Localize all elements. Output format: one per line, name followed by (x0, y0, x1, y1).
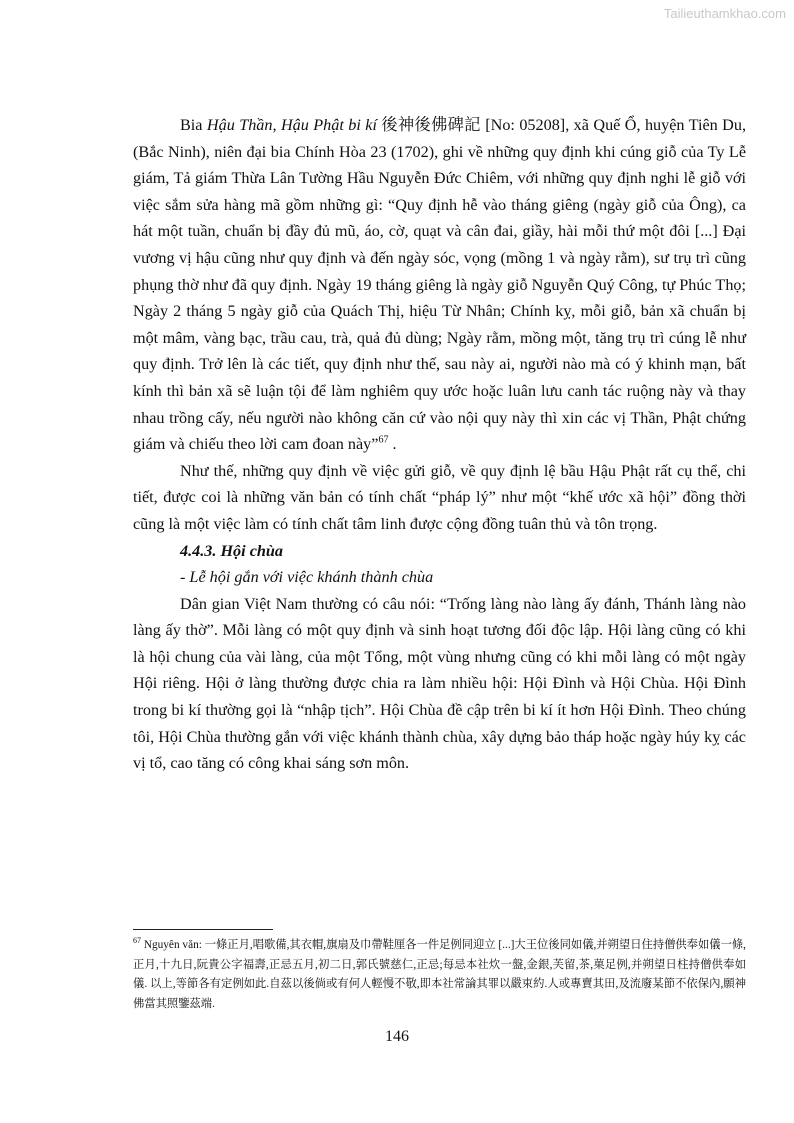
footnote-text: Nguyên văn: 一條正月,唱歌備,其衣帽,旗扇及巾帶鞋厘各一件足例同迎立 [...]大王位後同如儀,并朔望日住持僧供奉如儀一條,正月,十九日,阮貴公字福壽,正忌五月,初二日,郭氏號慈仁,正忌;每忌本社炊一盤,金銀,芙留,茶,菓足例,并朔望日柱持僧供奉如儀. 以上,等節各有定例如此.自茲以後倘或有何人輕慢不敬,即本社常論其罪以嚴束約.人或專賣其田,及流廢某節不依保內,願神佛當其照鑒茲端. (133, 939, 746, 1010)
paragraph-1-intro: Bia (180, 116, 207, 134)
main-text (133, 112, 746, 777)
watermark: Tailieuthamkhao.com (663, 6, 786, 21)
section-heading (133, 538, 746, 565)
footnote-reference[interactable]: 67 (378, 434, 389, 446)
paragraph-1 (133, 112, 746, 458)
subsection-heading-text: - Lễ hội gắn với việc khánh thành chùa (180, 568, 434, 587)
paragraph-1-body: 後神後佛碑記 [No: 05208], xã Quế Ổ, huyện Tiên Du, (Bắc Ninh), niên đại bia Chính Hòa 23 (1702), ghi về những quy định khi cúng giỗ của Ty Lễ giám, Tả giám Thừa Lân Tường Hầu Nguyễn Đức Chiêm, với những quy định nghi lễ giỗ với việc sắm sửa hàng mã gồm những gì: “Quy định hễ vào tháng giêng (ngày giỗ của Ông), ca hát một tuần, chuẩn bị đầy đủ mũ, áo, cờ, quạt và cân đai, giầy, hài mỗi thứ một đôi [...] Đại vương vị hậu cũng như quy định và đến ngày sóc, vọng (mồng 1 và ngày rằm), sư trụ trì cũng phụng thờ như đã quy định. Ngày 19 tháng giêng là ngày giỗ Nguyễn Quý Công, tự Phúc Thọ; Ngày 2 tháng 5 ngày giỗ của Quách Thị, hiệu Từ Nhân; Chính kỵ, mỗi giỗ, bản xã chuẩn bị một mâm, vàng bạc, trầu cau, trà, quả đủ dùng; Ngày rằm, mồng một, tăng trụ trì cúng lễ như quy định. Trở lên là các tiết, quy định như thế, sau này ai, người nào mà có ý khinh mạn, bất kính thì bản xã sẽ luận tội để làm nghiêm quy ước hoặc luân lưu canh tác ruộng này và thay nhau trồng cấy, nếu người nào không căn cứ vào nội quy này thì xin các vị Thần, Phật chứng giám và chiếu theo lời cam đoan này” (133, 116, 746, 454)
footnote-divider (133, 929, 273, 930)
paragraph-1-end: . (388, 435, 397, 454)
stele-title: Hậu Thần, Hậu Phật bi kí (206, 116, 377, 134)
paragraph-2: Như thế, những quy định về việc gửi giỗ, về quy định lệ bầu Hậu Phật rất cụ thể, chi tiết, được coi là những văn bản có tính chất “pháp lý” như một “khế ước xã hội” đồng thời cũng là một việc làm có tính chất tâm linh được cộng đồng tuân thủ và tôn trọng. (133, 461, 746, 533)
section-heading-text: 4.4.3. Hội chùa (180, 541, 283, 560)
footnote (133, 936, 746, 1014)
subsection-heading (133, 564, 746, 591)
page-number: 146 (385, 1028, 409, 1045)
footnote-number: 67 (133, 936, 141, 946)
paragraph-3: Dân gian Việt Nam thường có câu nói: “Trống làng nào làng ấy đánh, Thánh làng nào làng ấy thờ”. Mỗi làng có một quy định và sinh hoạt tương đối độc lập. Hội làng cũng có khi là hội chung của vài làng, của một Tổng, một vùng nhưng cũng có khi mỗi làng có một ngày Hội riêng. Hội ở làng thường được chia ra làm nhiều hội: Hội Đình và Hội Chùa. Hội Đình trong bi kí thường gọi là “nhập tịch”. Hội Chùa đề cập trên bi kí ít hơn Hội Đình. Theo chúng tôi, Hội Chùa thường gắn với việc khánh thành chùa, xây dựng bảo tháp hoặc ngày húy kỵ các vị tổ, cao tăng có công khai sáng sơn môn. (133, 594, 746, 773)
